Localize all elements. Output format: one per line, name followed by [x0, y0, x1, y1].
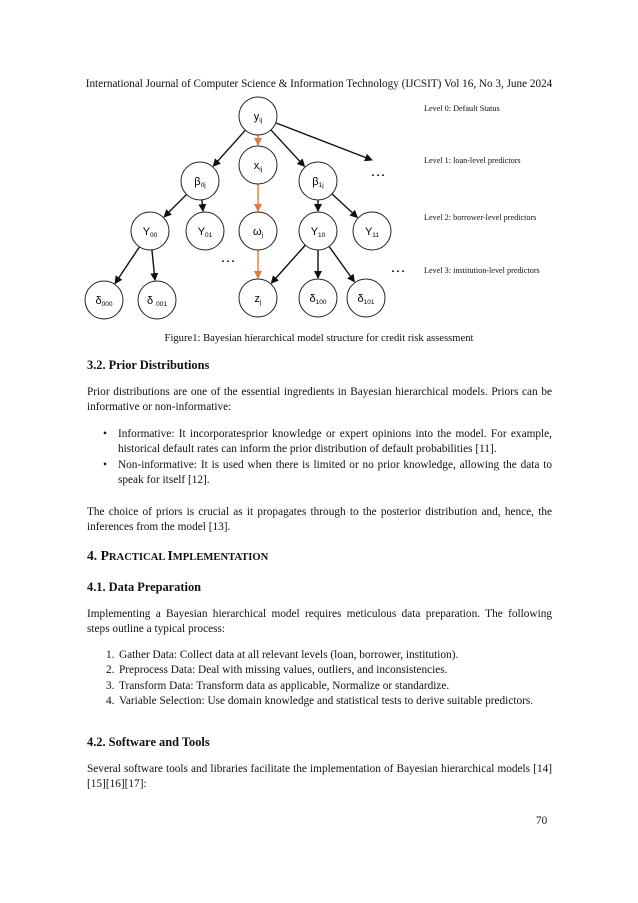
section-4-1-intro: Implementing a Bayesian hierarchical model requires meticulous data preparation. The following steps outline a typical process: — [87, 608, 552, 636]
section-3-2-intro: Prior distributions are one of the essential ingredients in Bayesian hierarchical models. Priors can be informative or non-informative: — [87, 386, 552, 414]
node-symbol: δ — [357, 293, 364, 305]
section-4-heading — [87, 548, 268, 564]
node-zj — [239, 279, 277, 317]
bullet-mark: • — [103, 458, 107, 471]
edge-g10-zj — [271, 245, 305, 283]
step-text: Preprocess Data: Deal with missing values, outliers, and inconsistencies. — [119, 664, 448, 677]
step-number: 4. — [106, 695, 115, 708]
node-symbol: Y — [197, 226, 206, 238]
hierarchical-model-diagram — [0, 0, 638, 330]
edge-b0j-g01 — [202, 200, 203, 211]
section-4-2-intro: Several software tools and libraries facilitate the implementation of Bayesian hierarchical models [14][15][16][17]: — [87, 763, 552, 791]
level-2-label: Level 2: borrower-level predictors — [424, 213, 537, 222]
level-3-label: Level 3: institution-level predictors — [424, 266, 540, 275]
step-item — [106, 694, 552, 709]
ellipsis-level2: … — [220, 249, 236, 266]
step-item — [106, 648, 552, 663]
node-subscript: 100 — [315, 299, 327, 306]
node-d101 — [347, 279, 385, 317]
bullet-text: Informative: It incorporatesprior knowledge or expert opinions into the model. For example, historical default rates can inform the prior distribution of default probabilities [11]. — [118, 428, 552, 456]
node-circle — [299, 279, 337, 317]
node-circle — [347, 279, 385, 317]
prior-bullet-list — [103, 427, 552, 489]
node-subscript: j — [260, 299, 262, 306]
ellipsis-level3: … — [390, 259, 406, 276]
section-3-2-heading: 3.2. Prior Distributions — [87, 358, 210, 372]
node-b0j — [181, 162, 219, 200]
node-subscript: 1j — [318, 182, 324, 189]
node-subscript: ij — [259, 117, 263, 124]
node-circle — [138, 281, 176, 319]
section-4-2-heading: 4.2. Software and Tools — [87, 735, 210, 749]
journal-header: International Journal of Computer Science & Information Technology (IJCSIT) Vol 16, No 3, June 2024 — [85, 78, 553, 90]
ellipsis-level1: … — [370, 163, 386, 180]
section-4-word-2: MPLEMENTATION — [172, 552, 269, 563]
section-3-2-closing: The choice of priors is crucial as it propagates through to the posterior distribution and, hence, the inferences from the model [13]. — [87, 506, 552, 534]
edge-b1j-g11 — [332, 194, 357, 218]
step-text: Transform Data: Transform data as applicable, Normalize or standardize. — [119, 679, 450, 692]
section-4-word-1: RACTICAL — [108, 552, 168, 563]
node-subscript: 101 — [363, 299, 375, 306]
step-number: 3. — [106, 679, 115, 692]
node-subscript: 00 — [150, 232, 158, 239]
step-item — [106, 679, 552, 694]
node-symbol: Y — [310, 226, 319, 238]
node-subscript: 01 — [205, 232, 213, 239]
step-number: 1. — [106, 649, 115, 661]
node-subscript: 10 — [318, 232, 326, 239]
node-subscript: 000 — [101, 301, 113, 308]
node-g01 — [186, 212, 224, 250]
edge-yij-ellipsis — [276, 123, 372, 160]
edge-g10-d101 — [329, 246, 354, 281]
node-label — [253, 226, 263, 239]
section-4-cap-p: P — [100, 548, 109, 563]
node-g11 — [353, 212, 391, 250]
bullet-mark: • — [103, 428, 107, 440]
node-symbol: Y — [142, 226, 151, 238]
step-text: Gather Data: Collect data at all relevant levels (loan, borrower, institution). — [119, 649, 459, 661]
step-item — [106, 663, 552, 678]
node-subscript: j — [261, 232, 264, 239]
level-0-label: Level 0: Default Status — [424, 104, 500, 113]
node-symbol: x — [253, 160, 260, 172]
node-d001 — [138, 281, 176, 319]
node-symbol: δ — [95, 295, 102, 307]
bullet-non-informative — [103, 458, 552, 489]
node-circle — [85, 281, 123, 319]
node-symbol: β — [194, 176, 201, 188]
node-subscript: 11 — [372, 232, 380, 239]
node-b1j — [299, 162, 337, 200]
figure-caption: Figure1: Bayesian hierarchical model structure for credit risk assessment — [164, 333, 474, 344]
section-4-number: 4. — [87, 548, 101, 563]
node-symbol: δ — [309, 293, 316, 305]
node-g10 — [299, 212, 337, 250]
node-symbol: ω — [252, 226, 262, 238]
section-4-cap-i: I — [167, 548, 173, 563]
node-d100 — [299, 279, 337, 317]
edge-g00-d000 — [115, 247, 139, 284]
node-wj — [239, 212, 277, 250]
data-prep-steps — [106, 648, 552, 710]
node-symbol: β — [312, 176, 319, 188]
page-number: 70 — [536, 815, 548, 827]
node-symbol: z — [254, 293, 261, 305]
edge-b0j-g00 — [164, 194, 186, 216]
section-4-1-heading: 4.1. Data Preparation — [87, 580, 202, 594]
step-number: 2. — [106, 664, 115, 677]
node-subscript: 0j — [200, 182, 206, 189]
node-yij — [239, 97, 277, 135]
node-subscript: ij — [259, 166, 263, 173]
node-symbol: y — [253, 111, 260, 123]
node-symbol: δ — [146, 295, 157, 307]
level-1-label: Level 1: loan-level predictors — [424, 156, 521, 165]
node-symbol: Y — [364, 226, 373, 238]
node-d000 — [85, 281, 123, 319]
step-text: Variable Selection: Use domain knowledge and statistical tests to derive suitable predictors. — [119, 695, 534, 708]
node-g00 — [131, 212, 169, 250]
bullet-informative — [103, 427, 552, 458]
edge-g00-d001 — [152, 250, 155, 280]
bullet-text: Non-informative: It is used when there is limited or no prior knowledge, allowing the data to speak for itself [12]. — [118, 458, 552, 487]
node-subscript: 001 — [156, 301, 168, 308]
node-xij — [239, 146, 277, 184]
